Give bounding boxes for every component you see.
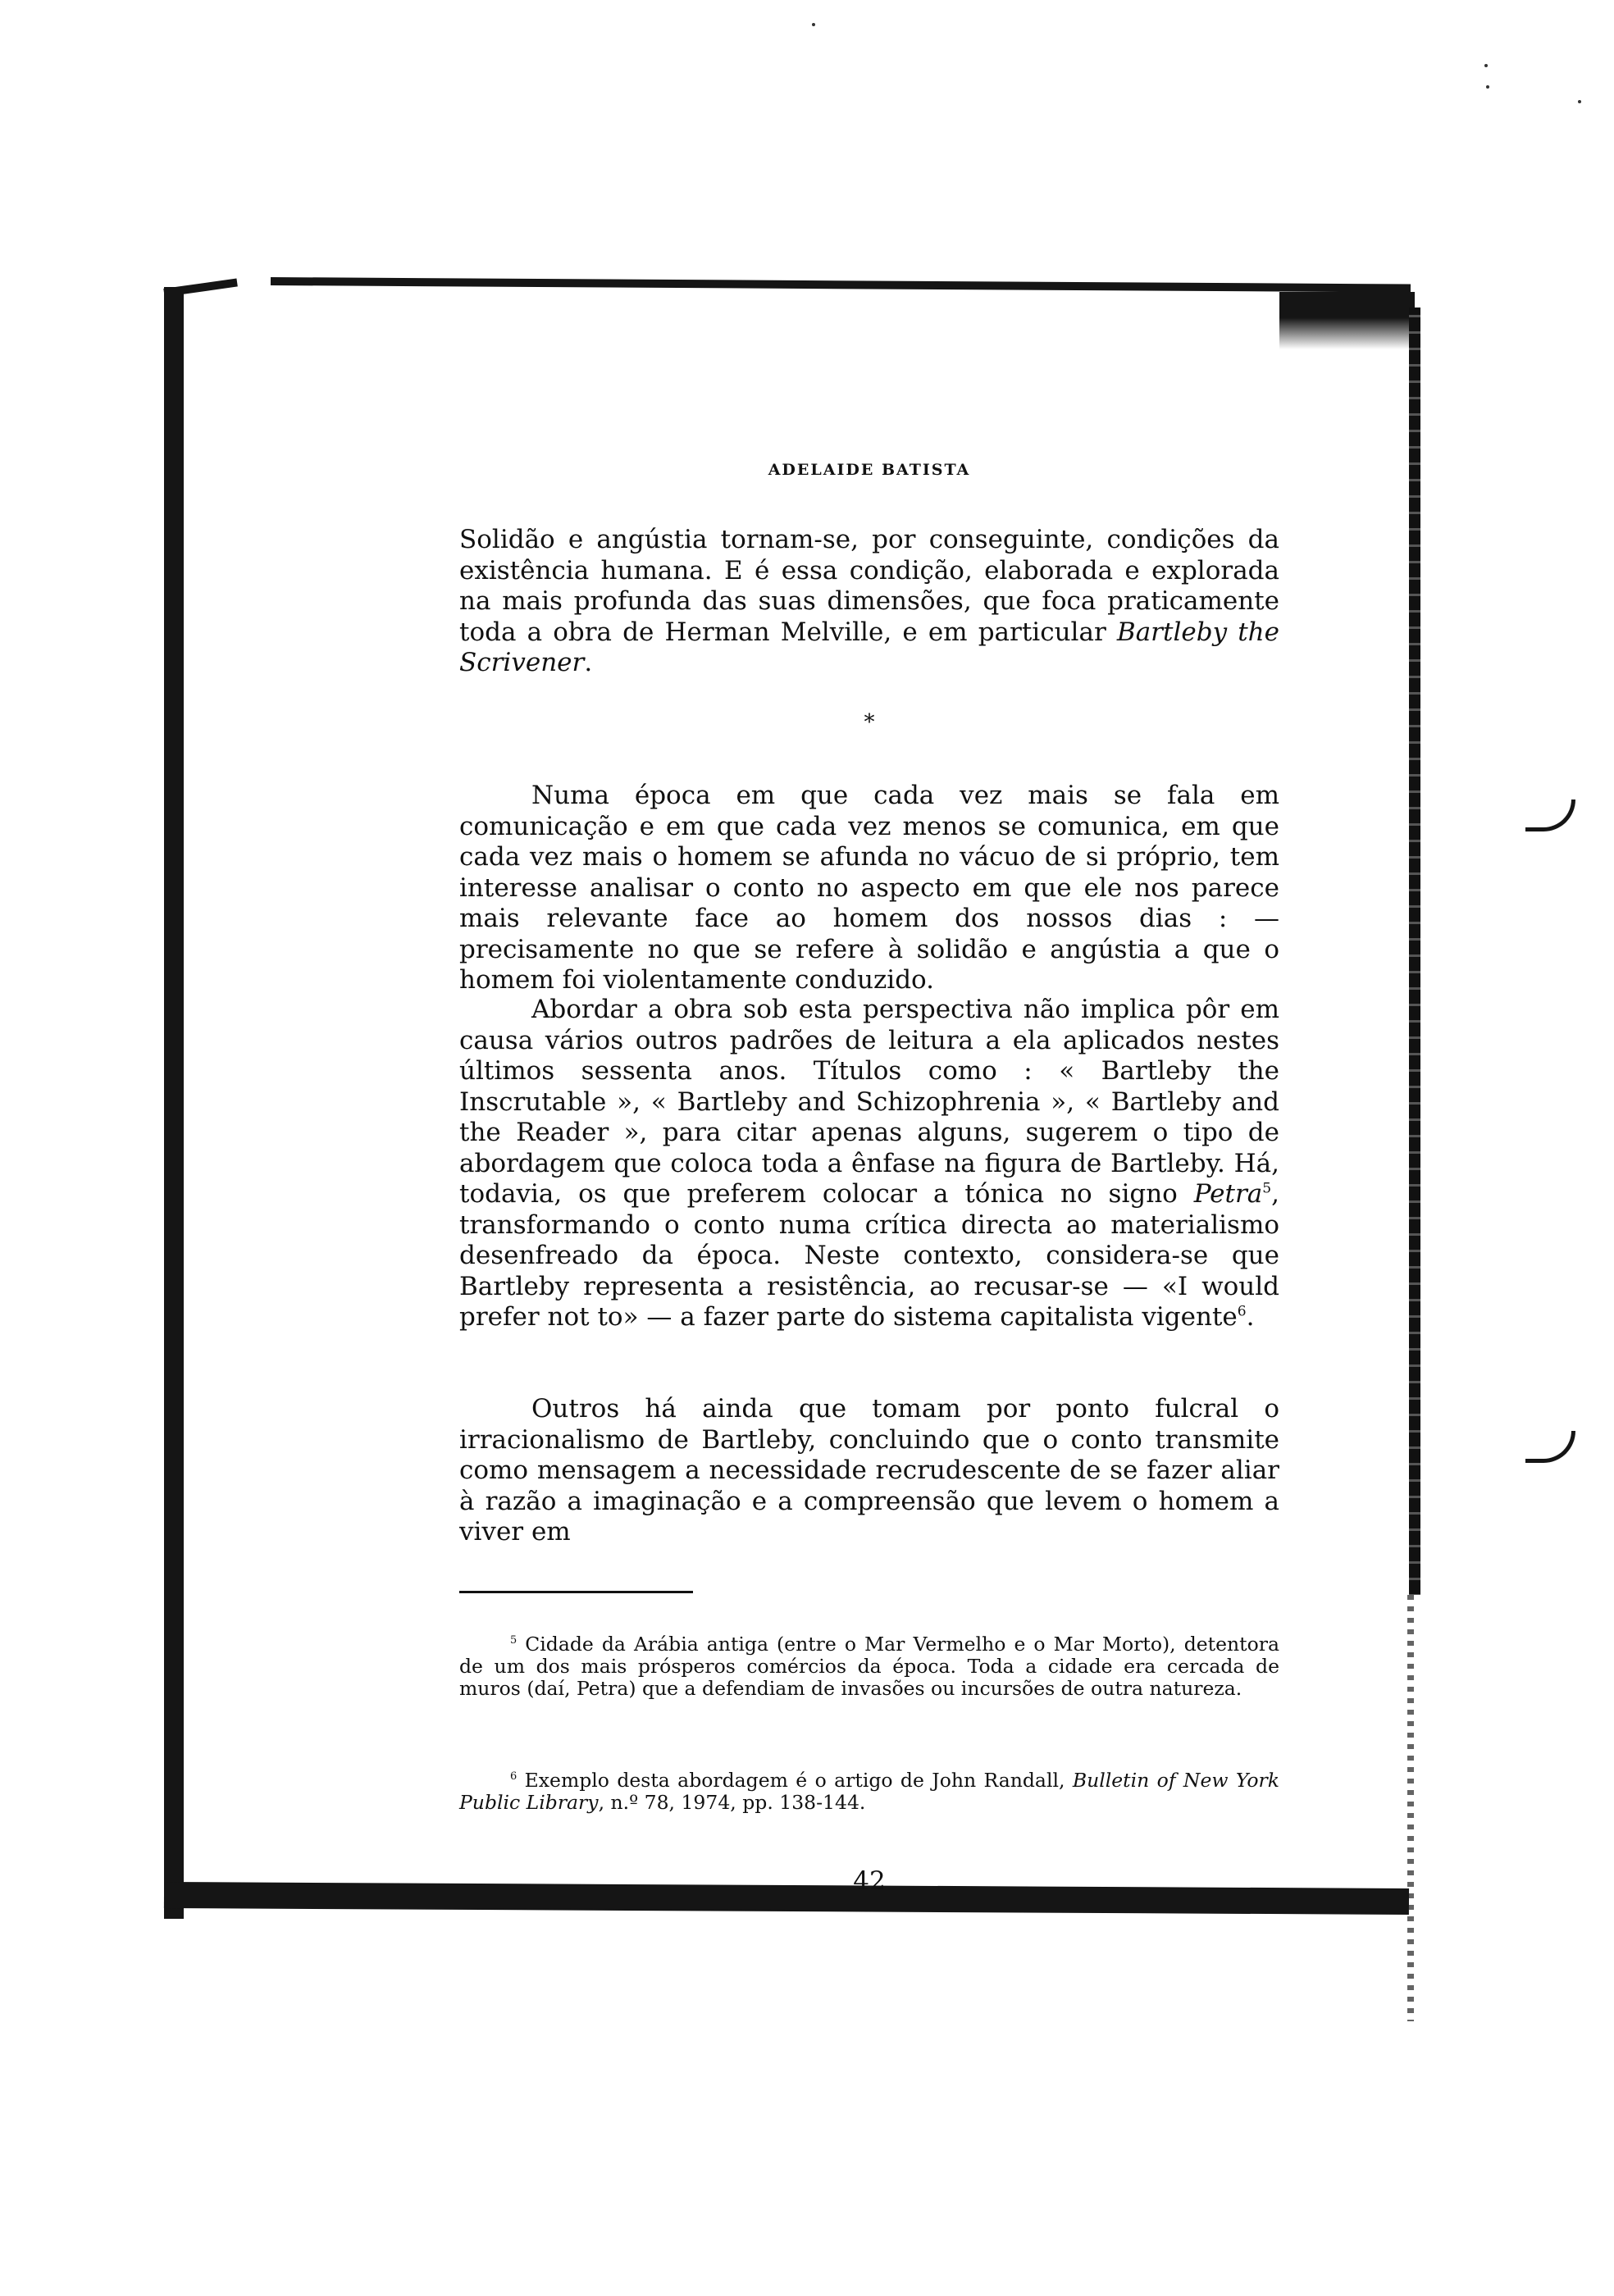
- footnote-6-text: Exemplo desta abordagem é o artigo de John Randall,: [524, 1769, 1073, 1792]
- scan-speck: [812, 23, 815, 26]
- footnote-6: [459, 1770, 1279, 1814]
- footnote-5: [459, 1633, 1279, 1700]
- paragraph-1-text: Solidão e angústia tornam-se, por conseguinte, condições da existência humana. E é essa condição, elaborada e explorada na mais profunda das suas dimensões, que foca praticamente toda a obra de Herman Melville, e em particular: [459, 525, 1279, 647]
- journal-title: Bulletin of New York Public Library: [459, 1769, 1279, 1814]
- margin-mark-hook: [1525, 800, 1575, 831]
- paragraph-1-end: .: [584, 648, 593, 677]
- paragraph-2: Numa época em que cada vez mais se fala em comunicação e em que cada vez menos se comunica, em que cada vez mais o homem se afunda no vácuo de si próprio, tem interesse analisar o conto no aspecto em que ele nos parece mais relevante face ao homem dos nossos dias : — precisamente no que se refere à solidão e angústia a que o homem foi violentamente conduzido.: [459, 781, 1279, 995]
- paragraph-3-end: .: [1246, 1302, 1255, 1332]
- footnote-ref-6: 6: [1237, 1303, 1247, 1320]
- footnote-5-mark: 5: [510, 1634, 517, 1647]
- footnote-5-text: Cidade da Arábia antiga (entre o Mar Vermelho e o Mar Morto), detentora de um dos mais prósperos comércios da época. Toda a cidade era cercada de muros (daí, Petra) que a defendiam de invasões ou incursões de outra natureza.: [459, 1633, 1279, 1700]
- scan-frame-left: [164, 287, 184, 1919]
- paragraph-3-text-cont: , transformando o conto numa crítica directa ao materialismo desenfreado da época. Neste contexto, considera-se que Bartleby representa a resistência, ao recusar-se — «I would prefer not to» — a fazer parte do sistema capitalista vigente: [459, 1179, 1279, 1332]
- footnote-6-mark: 6: [510, 1770, 517, 1784]
- running-header: ADELAIDE BATISTA: [768, 461, 971, 479]
- scan-frame-right-lower: [1407, 1595, 1414, 2021]
- footnote-rule: [459, 1591, 693, 1593]
- scan-frame-top-shadow: [1279, 292, 1415, 349]
- scan-speck: [1484, 64, 1488, 67]
- paragraph-3: [459, 995, 1279, 1333]
- paragraph-1: [459, 525, 1279, 679]
- paragraph-3-text: Abordar a obra sob esta perspectiva não implica pôr em causa vários outros padrões de leitura a ela aplicados nestes últimos sessenta anos. Títulos como : « Bartleby the Inscrutable », « Bartleby and Schizophrenia », « Bartleby and the Reader », para citar apenas alguns, sugerem o tipo de abordagem que coloca toda a ênfase na figura de Bartleby. Há, todavia, os que preferem colocar a tónica no signo: [459, 995, 1279, 1209]
- scan-frame-top: [271, 277, 1411, 292]
- book-title: Bartleby the Scrivener: [459, 617, 1279, 677]
- petra-term: Petra: [1193, 1179, 1263, 1209]
- margin-mark-hook: [1525, 1431, 1575, 1463]
- page-number: 42: [853, 1866, 886, 1896]
- scan-speck: [1486, 85, 1489, 89]
- scan-frame-right: [1409, 308, 1420, 1595]
- scan-speck: [1578, 100, 1581, 103]
- paragraph-4: Outros há ainda que tomam por ponto fulcral o irracionalismo de Bartleby, concluindo que o conto transmite como mensagem a necessidade recrudescente de se fazer aliar à razão a imaginação e a compreensão que levem o homem a viver em: [459, 1394, 1279, 1547]
- footnote-ref-5: 5: [1262, 1180, 1272, 1197]
- section-break-asterisk: *: [864, 710, 875, 735]
- footnote-6-end: , n.º 78, 1974, pp. 138-144.: [598, 1791, 866, 1814]
